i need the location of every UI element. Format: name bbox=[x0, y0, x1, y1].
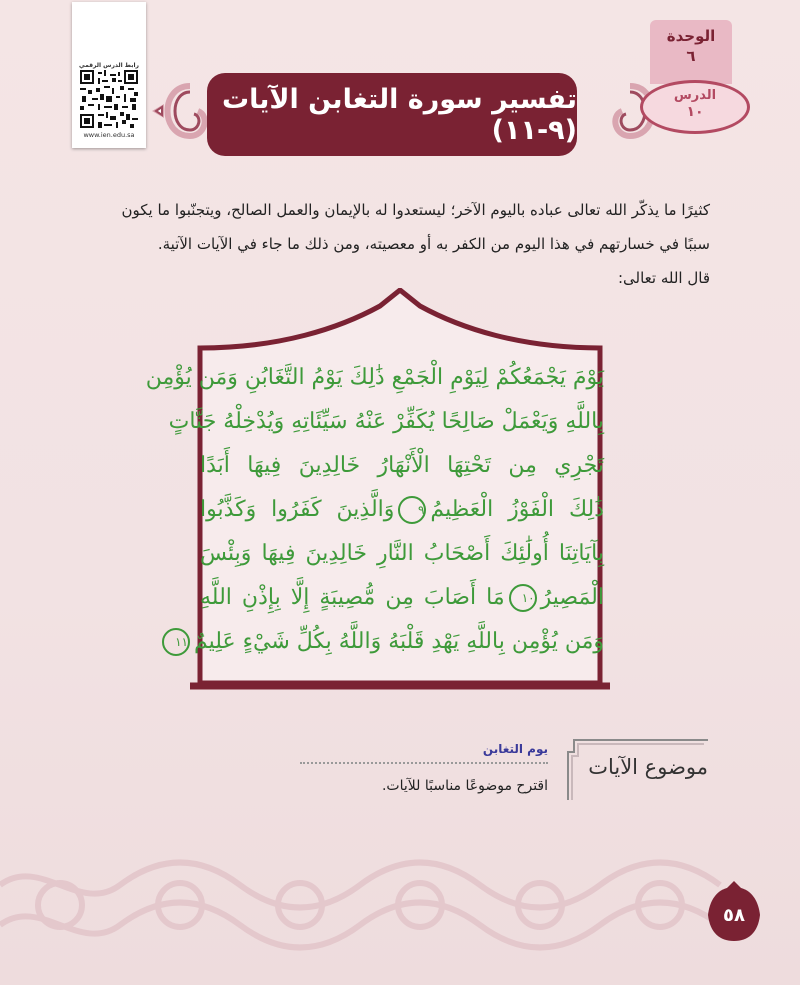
page-number: ٥٨ bbox=[723, 904, 745, 926]
quran-verses bbox=[145, 356, 604, 664]
verse-line-1: يَوْمَ يَجْمَعُكُمْ لِيَوْمِ الْجَمْعِ ذَٰلِكَ يَوْمُ التَّغَابُنِ وَمَن يُؤْمِن bbox=[145, 365, 604, 390]
verse-line-6 bbox=[200, 576, 604, 620]
intro-line-1: كثيرًا ما يذكّر الله تعالى عباده باليوم الآخر؛ ليستعدوا له بالإيمان والعمل الصالح، ويتجنّبوا ما يكون bbox=[121, 201, 710, 219]
ayah-mark-9: ٩ bbox=[398, 496, 426, 524]
ayah-mark-10: ١٠ bbox=[509, 584, 537, 612]
qr-url-link[interactable]: www.ien.edu.sa bbox=[83, 131, 135, 139]
lesson-label: الدرس bbox=[673, 88, 717, 103]
topic-answer[interactable]: يوم التغابن bbox=[482, 742, 548, 756]
verse-line-4 bbox=[200, 488, 604, 532]
verse-line-5: بِآيَاتِنَا أُولَٰئِكَ أَصْحَابُ النَّارِ خَالِدِينَ فِيهَا وَبِئْسَ bbox=[200, 541, 604, 566]
topic-prompt: اقترح موضوعًا مناسبًا للآيات. bbox=[381, 778, 548, 794]
verse-line-4a: ذَٰلِكَ الْفَوْزُ الْعَظِيمُ bbox=[430, 497, 604, 522]
verse-line-2: بِاللَّهِ وَيَعْمَلْ صَالِحًا يُكَفِّرْ عَنْهُ سَيِّئَاتِهِ وَيُدْخِلْهُ جَنَّاتٍ bbox=[168, 409, 604, 434]
intro-line-2: سببًا في خسارتهم في هذا اليوم من الكفر به أو معصيته، ومن ذلك ما جاء في الآيات الآتية. bbox=[157, 235, 710, 253]
lesson-badge bbox=[640, 80, 750, 134]
verse-line-4b: وَالَّذِينَ كَفَرُوا وَكَذَّبُوا bbox=[200, 497, 395, 522]
page-title: تفسير سورة التغابن الآيات (٩-١١) bbox=[207, 73, 577, 156]
unit-label: الوحدة bbox=[666, 27, 716, 45]
qr-code-icon[interactable] bbox=[80, 70, 138, 128]
verse-line-7 bbox=[175, 620, 604, 664]
ayah-mark-11: ١١ bbox=[162, 628, 190, 656]
topic-title: موضوع الآيات bbox=[588, 755, 708, 779]
lesson-number: ١٠ bbox=[686, 104, 704, 120]
verse-line-6b: مَا أَصَابَ مِن مُّصِيبَةٍ إِلَّا بِإِذْنِ اللَّهِ bbox=[200, 585, 505, 610]
intro-paragraph bbox=[86, 193, 710, 295]
unit-tab bbox=[650, 20, 732, 84]
verse-line-6a: الْمَصِيرُ bbox=[540, 585, 604, 610]
qr-card[interactable] bbox=[72, 2, 146, 148]
qr-label: رابط الدرس الرقمي bbox=[79, 62, 139, 69]
verse-line-7a: وَمَن يُؤْمِن بِاللَّهِ يَهْدِ قَلْبَهُ وَاللَّهُ بِكُلِّ شَيْءٍ عَلِيمٌ bbox=[193, 629, 604, 654]
unit-number: ٦ bbox=[686, 47, 696, 65]
bottom-ornament bbox=[0, 845, 800, 985]
verse-line-3: تَجْرِي مِن تَحْتِهَا الْأَنْهَارُ خَالِدِينَ فِيهَا أَبَدًا bbox=[200, 453, 604, 478]
answer-dotted-line bbox=[300, 762, 548, 764]
intro-line-3: قال الله تعالى: bbox=[617, 269, 710, 287]
